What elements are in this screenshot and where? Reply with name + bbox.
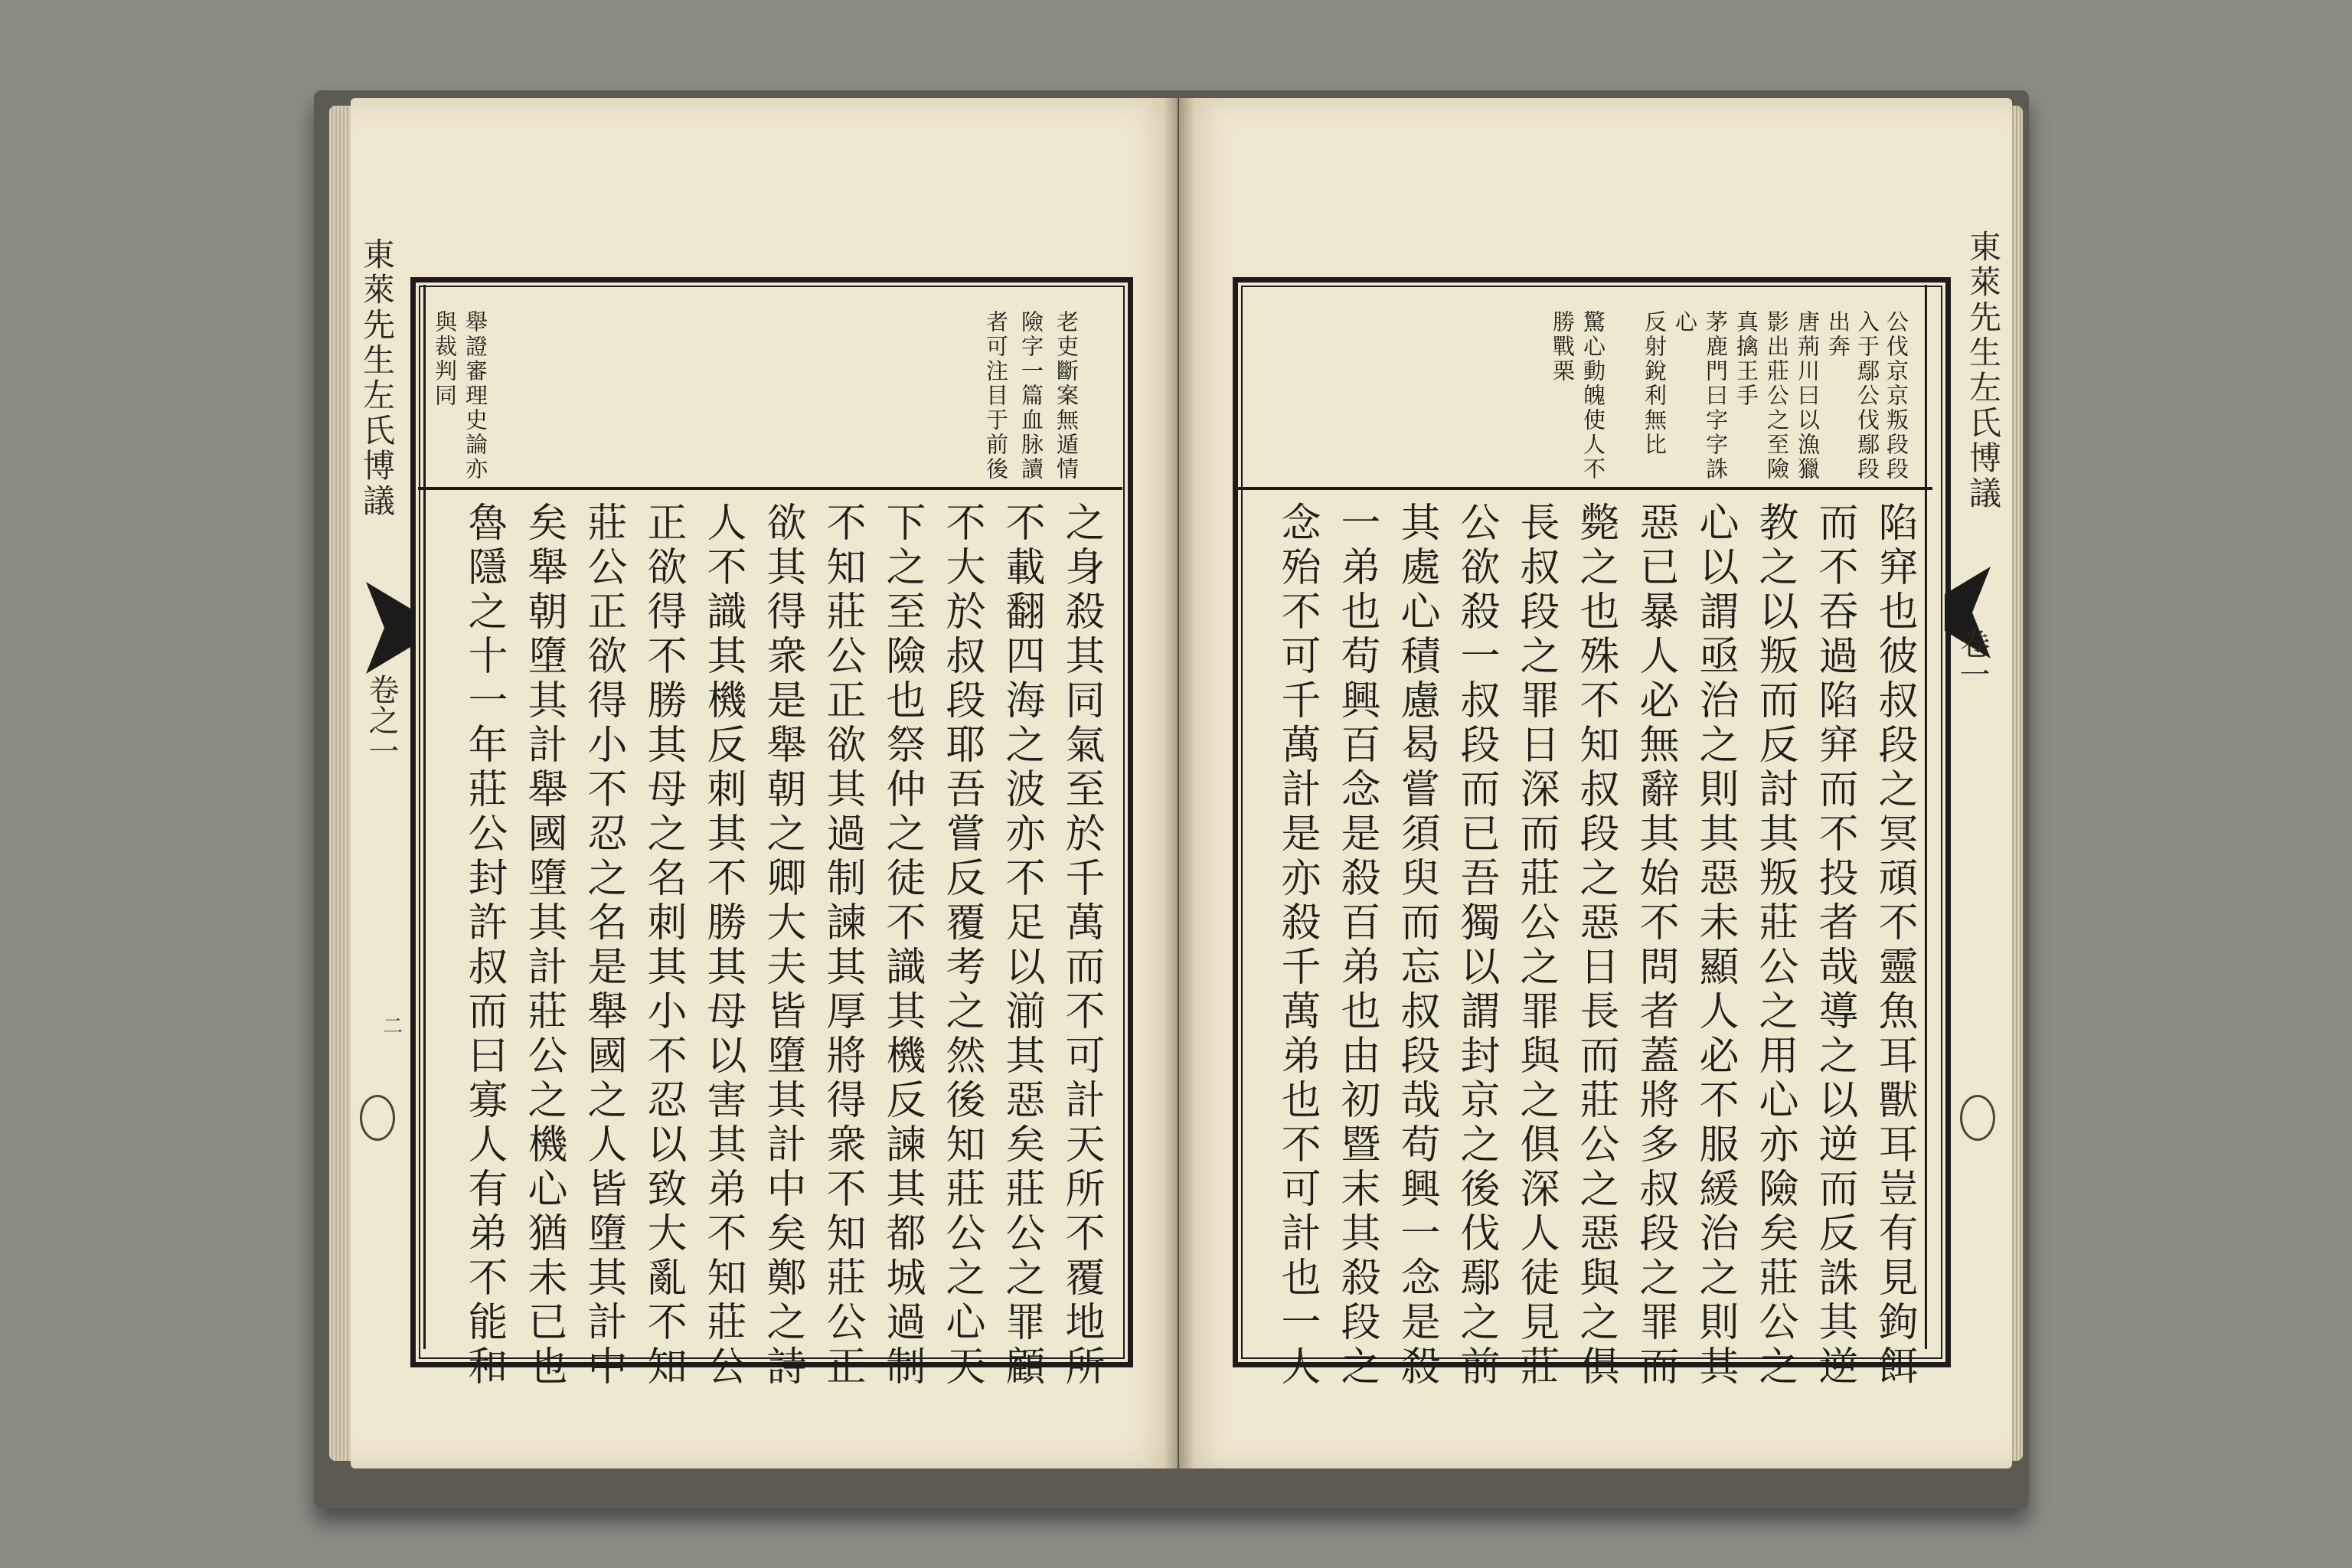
- right-text-col-7: 長叔段之罪日深而莊公之罪與之俱深人徒見莊: [1513, 501, 1559, 1390]
- right-note-col-3: 出奔: [1825, 310, 1851, 359]
- left-text-col-10: 矣舉朝墮其計舉國墮其計莊公之機心猶未已也: [521, 501, 567, 1390]
- right-volume-label: 卷一: [1955, 628, 1990, 689]
- right-text-col-4: 心以謂亟治之則其惡未顯人必不服緩治之則其: [1692, 501, 1738, 1390]
- left-text-col-3: 不大於叔段耶吾嘗反覆考之然後知莊公之心天: [939, 501, 985, 1390]
- right-text-col-5: 惡已暴人必無辭其始不問者蓋將多叔段之罪而: [1632, 501, 1678, 1390]
- right-text-col-11: 念殆不可千萬計是亦殺千萬弟也不可計也一人: [1274, 501, 1320, 1390]
- right-inner-rule: [1925, 285, 1927, 1349]
- left-text-col-4: 下之至險也祭仲之徒不識其機反諫其都城過制: [879, 501, 925, 1390]
- right-note-col-6: 真擒王手: [1733, 310, 1759, 408]
- left-text-col-7: 人不識其機反刺其不勝其母以害其弟不知莊公: [700, 501, 746, 1390]
- right-note-col-11: 驚心動魄使人不: [1580, 310, 1606, 482]
- right-note-col-4: 唐荊川曰以漁獵: [1795, 310, 1821, 482]
- left-note-col-3: 者可注目于前後: [983, 310, 1009, 482]
- right-text-col-10: 一弟也苟興百念是殺百弟也由初暨末其殺段之: [1334, 501, 1380, 1390]
- left-text-col-5: 不知莊公正欲其過制諫其厚將得衆不知莊公正: [819, 501, 865, 1390]
- right-text-col-9: 其處心積慮曷嘗須臾而忘叔段哉苟興一念是殺: [1393, 501, 1439, 1390]
- left-note-col-6: 與裁判同: [432, 310, 458, 408]
- right-note-col-12: 勝戰栗: [1550, 310, 1576, 384]
- right-note-col-5: 影出莊公之至險: [1764, 310, 1790, 482]
- left-note-col-5: 舉證審理史論亦: [462, 310, 488, 482]
- left-note-col-2: 險字一篇血脉讀: [1018, 310, 1044, 482]
- left-text-col-6: 欲其得衆是舉朝之卿大夫皆墮其計中矣鄭之詩: [760, 501, 805, 1390]
- left-text-col-9: 莊公正欲得小不忍之名是舉國之人皆墮其計中: [580, 501, 626, 1390]
- left-text-col-11: 魯隱之十一年莊公封許叔而曰寡人有弟不能和: [461, 501, 507, 1390]
- right-text-col-6: 斃之也殊不知叔段之惡日長而莊公之惡與之俱: [1573, 501, 1619, 1390]
- right-note-col-8: 心: [1672, 310, 1698, 335]
- book-gutter: [1164, 98, 1194, 1468]
- left-header-divider: [418, 487, 1122, 490]
- left-side-title: 東萊先生左氏博議: [358, 237, 396, 519]
- right-ring-mark: [1960, 1095, 1995, 1141]
- left-text-col-1: 之身殺其同氣至於千萬而不可計天所不覆地所: [1058, 501, 1104, 1390]
- right-note-col-1: 公伐京京叛段段: [1883, 310, 1909, 482]
- right-note-col-9: 反射銳利無比: [1642, 310, 1668, 457]
- left-text-col-2: 不載翻四海之波亦不足以湔其惡矣莊公之罪顧: [998, 501, 1044, 1390]
- right-text-col-1: 陷穽也彼叔段之冥頑不靈魚耳獸耳豈有見鉤餌: [1871, 501, 1917, 1390]
- right-text-col-3: 教之以叛而反討其叛莊公之用心亦險矣莊公之: [1752, 501, 1798, 1390]
- right-text-col-8: 公欲殺一叔段而已吾獨以謂封京之後伐鄢之前: [1453, 501, 1499, 1390]
- right-note-col-2: 入于鄢公伐鄢段: [1854, 310, 1880, 482]
- right-side-title: 東萊先生左氏博議: [1965, 230, 2002, 511]
- left-ring-mark: [360, 1095, 395, 1141]
- left-text-col-8: 正欲得不勝其母之名刺其小不忍以致大亂不知: [640, 501, 686, 1390]
- left-inner-rule: [423, 285, 426, 1349]
- right-note-col-7: 茅鹿門曰字字誅: [1703, 310, 1729, 482]
- left-folio-number: 二: [383, 1015, 403, 1038]
- left-note-col-1: 老吏斷案無遁情: [1054, 310, 1080, 482]
- left-volume-label: 卷之一: [364, 674, 399, 766]
- right-text-col-2: 而不吞過陷穽而不投者哉導之以逆而反誅其逆: [1811, 501, 1857, 1390]
